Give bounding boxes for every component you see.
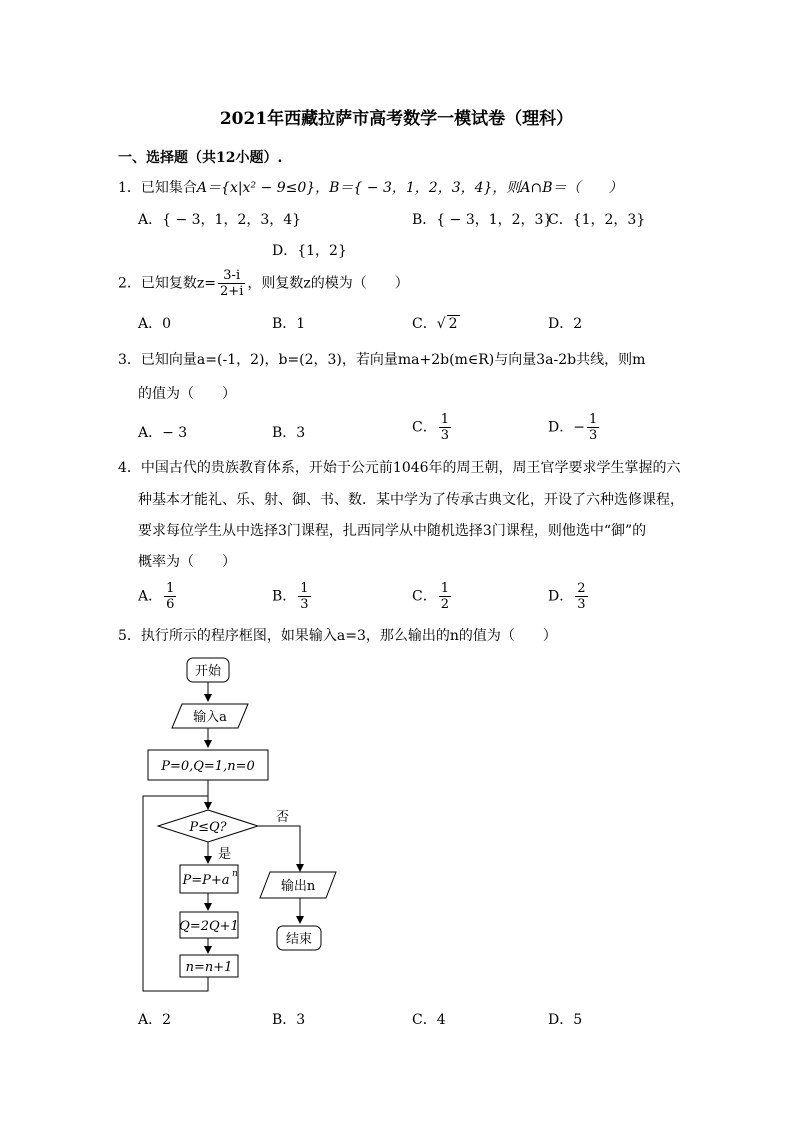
option-d: D．5 bbox=[548, 1012, 583, 1028]
fraction: $\frac{1}{2}$ bbox=[440, 581, 449, 612]
question-4-line-4: 概率为（ ） bbox=[138, 554, 236, 570]
step1-label: P=P+a bbox=[182, 873, 230, 888]
no-label: 否 bbox=[276, 810, 290, 825]
fraction: $\frac{1}{6}$ bbox=[166, 581, 175, 612]
question-1 bbox=[118, 177, 623, 197]
question-text: 执行所示的程序框图，如果输入a=3，那么输出的n的值为（ ） bbox=[140, 628, 557, 644]
option-b: B．3 bbox=[272, 425, 306, 441]
question-math: z= bbox=[196, 275, 217, 292]
section-heading: 一、选择题（共12小题）. bbox=[118, 150, 283, 166]
vector-b-def: b=(2，3)，若向量 bbox=[278, 352, 398, 368]
fraction: $\frac{1}{3}$ bbox=[300, 581, 309, 612]
question-text: 已知复数 bbox=[140, 275, 197, 292]
option-d: D．− $\frac{1}{3}$ bbox=[548, 412, 598, 443]
question-4-line-2: 种基本才能礼、乐、射、御、书、数．某中学为了传承古典文化，开设了六种选修课程， bbox=[138, 492, 684, 508]
question-5 bbox=[118, 625, 557, 645]
fraction: $\frac{2}{3}$ bbox=[577, 581, 586, 612]
question-number: 1． bbox=[118, 180, 141, 196]
question-text: 与向量 bbox=[494, 352, 537, 368]
option-c: C．√ 2 bbox=[412, 316, 458, 332]
question-text: 共线，则m bbox=[576, 352, 646, 368]
step2-label: Q=2Q+1 bbox=[179, 919, 239, 934]
option-d: D．2 bbox=[548, 316, 583, 332]
question-number: 4． bbox=[118, 460, 141, 476]
option-d: D． $\frac{2}{3}$ bbox=[548, 581, 586, 612]
yes-label: 是 bbox=[218, 847, 232, 862]
vector-expr-1: ma+2b(m∈R) bbox=[397, 352, 495, 368]
fraction-denominator: 2+i bbox=[220, 284, 244, 299]
question-2 bbox=[118, 268, 409, 299]
question-3-line-2: 的值为（ ） bbox=[138, 386, 236, 402]
flowchart bbox=[130, 650, 370, 1000]
question-4-line-3: 要求每位学生从中选择3门课程，扎西同学从中随机选择3门课程，则他选中“御”的 bbox=[138, 523, 647, 539]
option-c: C．4 bbox=[412, 1012, 446, 1028]
question-number: 5． bbox=[118, 628, 141, 644]
option-b: B．1 bbox=[272, 316, 306, 332]
question-4 bbox=[118, 457, 681, 477]
end-label: 结束 bbox=[285, 932, 313, 947]
question-number: 3． bbox=[118, 352, 141, 368]
question-text: 中国古代的贵族教育体系，开始于公元前1046年的周王朝，周王官学要求学生掌握的六 bbox=[140, 460, 681, 476]
fraction: $\frac{1}{3}$ bbox=[440, 412, 449, 443]
page-title: 2021年西藏拉萨市高考数学一模试卷（理科） bbox=[219, 109, 574, 129]
sqrt-value: 2 bbox=[448, 316, 458, 332]
question-3 bbox=[118, 349, 645, 369]
question-text: 已知向量 bbox=[140, 352, 197, 368]
vector-expr-2: 3a-2b bbox=[536, 352, 577, 368]
option-c: C． $\frac{1}{2}$ bbox=[412, 581, 449, 612]
start-label: 开始 bbox=[194, 664, 222, 679]
option-b: B．3 bbox=[272, 1012, 306, 1028]
question-number: 2． bbox=[118, 275, 141, 292]
condition-label: P≤Q? bbox=[189, 820, 227, 835]
option-a: A．0 bbox=[138, 316, 172, 332]
option-d: D．{1，2} bbox=[272, 243, 347, 259]
input-label: 输入a bbox=[193, 710, 227, 725]
option-a: A．{ − 3，1，2，3，4} bbox=[138, 212, 302, 228]
output-label: 输出n bbox=[280, 879, 316, 894]
option-c: C．{1，2，3} bbox=[548, 212, 646, 228]
step1-exponent: n bbox=[232, 869, 238, 879]
question-text: ，则复数z的模为（ ） bbox=[247, 275, 409, 292]
step3-label: n=n+1 bbox=[185, 960, 233, 975]
question-math: A＝{x|x² − 9≤0}，B＝{ − 3，1，2，3，4}，则A∩B＝（ ） bbox=[196, 180, 623, 196]
option-a: A．− 3 bbox=[138, 425, 188, 441]
fraction-numerator: 3-i bbox=[218, 268, 245, 284]
fraction bbox=[218, 268, 245, 299]
fraction: $\frac{1}{3}$ bbox=[588, 412, 598, 443]
option-c: C． $\frac{1}{3}$ bbox=[412, 412, 449, 443]
option-a: A． $\frac{1}{6}$ bbox=[138, 581, 175, 612]
option-a: A．2 bbox=[138, 1012, 172, 1028]
question-text: 已知集合 bbox=[140, 180, 197, 196]
option-b: B．{ − 3，1，2，3} bbox=[412, 212, 553, 228]
init-label: P=0,Q=1,n=0 bbox=[161, 759, 255, 774]
option-b: B． $\frac{1}{3}$ bbox=[272, 581, 309, 612]
vector-a-def: a=(-1，2)， bbox=[196, 352, 279, 368]
